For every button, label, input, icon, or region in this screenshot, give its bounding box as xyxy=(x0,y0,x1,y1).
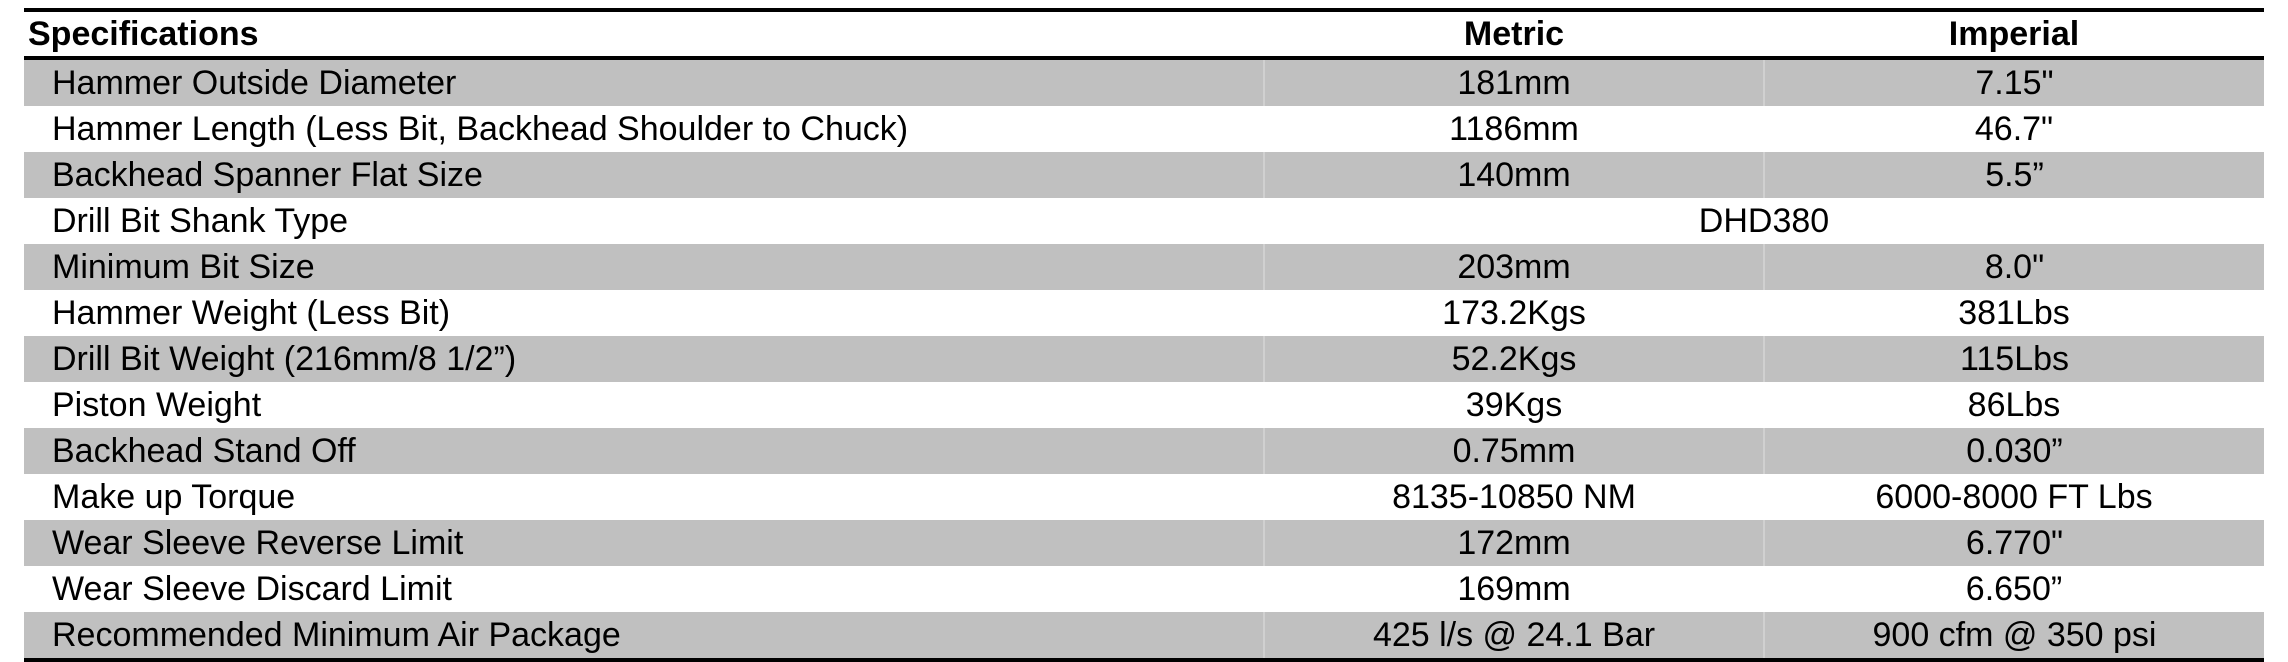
spec-imperial-value: 6.770" xyxy=(1764,520,2264,566)
header-specifications: Specifications xyxy=(28,15,259,53)
spec-imperial-value: 381Lbs xyxy=(1764,290,2264,336)
spec-imperial-value: 6000-8000 FT Lbs xyxy=(1764,474,2264,520)
table-row xyxy=(24,566,2264,612)
spec-metric-value: 169mm xyxy=(1264,566,1764,612)
spec-metric-value: 172mm xyxy=(1264,520,1764,566)
spec-name: Wear Sleeve Discard Limit xyxy=(24,566,1264,612)
header-row xyxy=(24,10,2264,58)
table-row xyxy=(24,152,2264,198)
spec-metric-value: 39Kgs xyxy=(1264,382,1764,428)
spec-name: Backhead Stand Off xyxy=(24,428,1264,474)
table-body xyxy=(24,58,2264,660)
spec-name: Minimum Bit Size xyxy=(24,244,1264,290)
spec-name: Recommended Minimum Air Package xyxy=(24,612,1264,660)
table-row xyxy=(24,106,2264,152)
spec-name: Piston Weight xyxy=(24,382,1264,428)
table-row xyxy=(24,290,2264,336)
spec-metric-value: 425 l/s @ 24.1 Bar xyxy=(1264,612,1764,660)
header-imperial: Imperial xyxy=(1948,15,2080,53)
table-row xyxy=(24,244,2264,290)
spec-imperial-value: 86Lbs xyxy=(1764,382,2264,428)
spec-name: Hammer Outside Diameter xyxy=(24,58,1264,106)
spec-imperial-value: 46.7" xyxy=(1764,106,2264,152)
spec-metric-value: 140mm xyxy=(1264,152,1764,198)
spec-name: Make up Torque xyxy=(24,474,1264,520)
table-row xyxy=(24,520,2264,566)
table-row xyxy=(24,428,2264,474)
spec-imperial-value: 900 cfm @ 350 psi xyxy=(1764,612,2264,660)
table-row xyxy=(24,58,2264,106)
spec-metric-value: 173.2Kgs xyxy=(1264,290,1764,336)
spec-name: Hammer Weight (Less Bit) xyxy=(24,290,1264,336)
spec-metric-value: 0.75mm xyxy=(1264,428,1764,474)
table-row xyxy=(24,382,2264,428)
spec-metric-value: 181mm xyxy=(1264,58,1764,106)
table-row xyxy=(24,474,2264,520)
spec-imperial-value: 8.0" xyxy=(1764,244,2264,290)
spec-name: Drill Bit Weight (216mm/8 1/2”) xyxy=(24,336,1264,382)
spec-metric-value: 203mm xyxy=(1264,244,1764,290)
table-row xyxy=(24,198,2264,244)
spec-metric-value: 52.2Kgs xyxy=(1264,336,1764,382)
spec-name: Wear Sleeve Reverse Limit xyxy=(24,520,1264,566)
table-header xyxy=(24,10,2264,58)
specifications-table xyxy=(24,8,2264,662)
spec-name: Drill Bit Shank Type xyxy=(24,198,1264,244)
spec-metric-value: 1186mm xyxy=(1264,106,1764,152)
spec-combined-value: DHD380 xyxy=(1264,198,2264,244)
spec-imperial-value: 0.030” xyxy=(1764,428,2264,474)
spec-metric-value: 8135-10850 NM xyxy=(1264,474,1764,520)
spec-imperial-value: 115Lbs xyxy=(1764,336,2264,382)
spec-name: Hammer Length (Less Bit, Backhead Shoulder to Chuck) xyxy=(24,106,1264,152)
table-row xyxy=(24,612,2264,660)
spec-imperial-value: 7.15" xyxy=(1764,58,2264,106)
table-row xyxy=(24,336,2264,382)
spec-imperial-value: 5.5” xyxy=(1764,152,2264,198)
spec-imperial-value: 6.650” xyxy=(1764,566,2264,612)
spec-name: Backhead Spanner Flat Size xyxy=(24,152,1264,198)
header-metric: Metric xyxy=(1463,15,1565,53)
